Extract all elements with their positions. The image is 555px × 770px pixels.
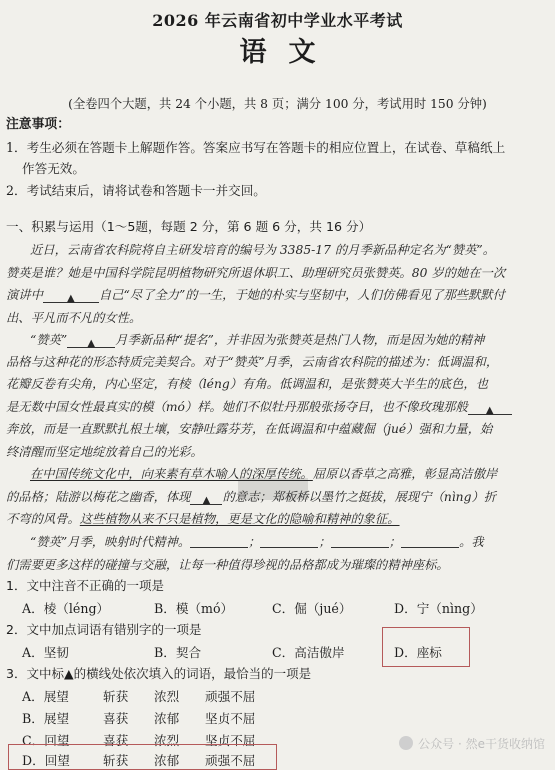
passage-line: [6, 487, 496, 505]
question-2: 2．文中加点词语有错别字的一项是: [6, 622, 202, 637]
passage-line: 花瓣反卷有尖角，内心坚定，有棱（léng）有角。低调温和，是张赞英大半生的底色，也: [6, 377, 488, 391]
q3-word: 浓烈: [154, 733, 180, 748]
punct: 。我: [459, 535, 484, 549]
triangle-mark: ▲: [87, 338, 96, 349]
punct: ；: [388, 535, 402, 549]
q3-word: 浓郁: [154, 711, 180, 726]
q3-word: 顽强不屈: [205, 689, 256, 704]
passage-line: 赞英是谁？她是中国科学院昆明植物研究所退休职工、助理研究员张赞英。80 岁的她在一次: [6, 266, 506, 280]
question-1: 1．文中注音不正确的一项是: [6, 578, 164, 593]
passage-text: 演讲中: [6, 288, 43, 302]
answer-blank[interactable]: [401, 535, 459, 548]
blank-4: [190, 492, 222, 505]
q3-word: 斩获: [103, 753, 129, 768]
passage-line: 出、平凡而不凡的女性。: [6, 311, 142, 325]
q3-word: 斩获: [103, 689, 129, 704]
passage-line: 近日，云南省农科院将自主研发培育的编号为 3385-17 的月季新品种定名为“赞英”。: [30, 243, 495, 257]
q2-option-c[interactable]: C．高洁傲岸: [272, 645, 345, 660]
subject-title: 语文: [239, 37, 338, 68]
passage-line: [30, 532, 484, 550]
question-3: 3．文中标▲的横线处依次填入的词语，最恰当的一项是: [6, 666, 312, 681]
passage-line: 们需要更多这样的碰撞与交融，让每一种值得珍视的品格都成为璀璨的精神座标。: [6, 558, 449, 572]
q1-option-c[interactable]: C．倔（jué）: [272, 601, 352, 616]
q3-word: 喜获: [103, 711, 129, 726]
watermark: [399, 735, 545, 752]
triangle-mark: ▲: [67, 293, 75, 304]
underlined-sentence: 这些植物从来不只是植物，更是文化的隐喻和精神的象征。: [79, 512, 400, 526]
q1-option-d[interactable]: D．宁（nìng）: [394, 601, 483, 616]
triangle-mark: ▲: [202, 495, 211, 506]
note-item-2: 2．考试结束后，请将试卷和答题卡一并交回。: [6, 183, 266, 198]
passage-line: 奔放，而是一直默默扎根土壤，安静吐露芬芳，在低调温和中蕴藏倔（jué）强和力量，始: [6, 422, 493, 436]
section-title: 一、积累与运用（1～5题，每题 2 分，第 6 题 6 分，共 16 分）: [6, 219, 372, 234]
blank-3: [468, 402, 512, 415]
passage-line: [6, 285, 505, 303]
passage-text: “赞英”月季，映射时代精神。: [30, 535, 191, 549]
q3-option-c[interactable]: C．回望: [22, 733, 70, 748]
note-item-1-cont: 作答无效。: [22, 161, 85, 176]
passage-text: 的意志；郑板桥以墨竹之挺拔，展现宁（nìng）折: [222, 490, 497, 504]
wechat-icon: [399, 736, 413, 750]
passage-text: 不弯的风骨。: [6, 512, 80, 526]
q3-word: 坚贞不屈: [205, 711, 256, 726]
passage-text: 的品格；陆游以梅花之幽香，体现: [6, 490, 191, 504]
q2-option-a[interactable]: A．坚韧: [22, 645, 69, 660]
passage-text: 月季新品种“提名”，并非因为张赞英是热门人物，而是因为她的精神: [115, 333, 485, 347]
exam-title: 2026 年云南省初中学业水平考试: [152, 11, 403, 30]
passage-line: [6, 397, 512, 415]
passage-text: “赞英”: [30, 333, 68, 347]
q3-option-d[interactable]: D．回望: [22, 753, 70, 768]
answer-blank[interactable]: [190, 535, 248, 548]
punct: ；: [318, 535, 331, 549]
q2-option-b[interactable]: B．契合: [154, 645, 202, 660]
answer-blank[interactable]: [260, 535, 318, 548]
q1-option-b[interactable]: B．模（mó）: [154, 601, 234, 616]
passage-line: [30, 464, 497, 482]
q3-option-b[interactable]: B．展望: [22, 711, 70, 726]
q3-word: 喜获: [103, 733, 129, 748]
passage-text: 自己“尽了全力”的一生，于她的朴实与坚韧中，人们仿佛看见了那些默默付: [98, 288, 505, 302]
underlined-sentence: 在中国传统文化中，向来素有草木喻人的深厚传统。: [30, 467, 313, 481]
notes-title: 注意事项：: [6, 117, 70, 132]
passage-line: 终清醒而坚定地绽放着自己的光彩。: [6, 445, 203, 459]
q1-option-a[interactable]: A．棱（léng）: [22, 601, 110, 616]
blank-2: [67, 335, 115, 348]
q3-option-a[interactable]: A．展望: [22, 689, 69, 704]
triangle-mark: ▲: [485, 405, 494, 416]
answer-blank[interactable]: [331, 535, 389, 548]
punct: ；: [248, 535, 261, 549]
passage-line: [30, 330, 484, 348]
passage-line: [6, 509, 400, 527]
q3-word: 浓烈: [154, 689, 180, 704]
passage-text: 是无数中国女性最真实的模（mó）样。她们不似牡丹那般张扬夺目，也不像玫瑰那般: [6, 400, 468, 414]
blank-1: [43, 290, 99, 303]
q3-word: 顽强不屈: [205, 753, 256, 768]
passage-line: 品格与这种花的形态特质完美契合。对于“赞英”月季，云南省农科院的描述为：低调温和，: [6, 355, 499, 369]
q2-option-d[interactable]: D．座标: [394, 645, 442, 660]
note-item-1: 1．考生必须在答题卡上解题作答。答案应书写在答题卡的相应位置上，在试卷、草稿纸上: [6, 140, 506, 155]
q3-word: 浓郁: [154, 753, 180, 768]
watermark-text: 公众号 · 然e干货收纳馆: [418, 737, 545, 751]
exam-info: (全卷四个大题，共 24 个小题，共 8 页；满分 100 分，考试用时 150 分钟): [68, 97, 487, 111]
passage-text: 屈原以香草之高雅，彰显高洁傲岸: [312, 467, 498, 481]
q3-word: 坚贞不屈: [205, 733, 256, 748]
